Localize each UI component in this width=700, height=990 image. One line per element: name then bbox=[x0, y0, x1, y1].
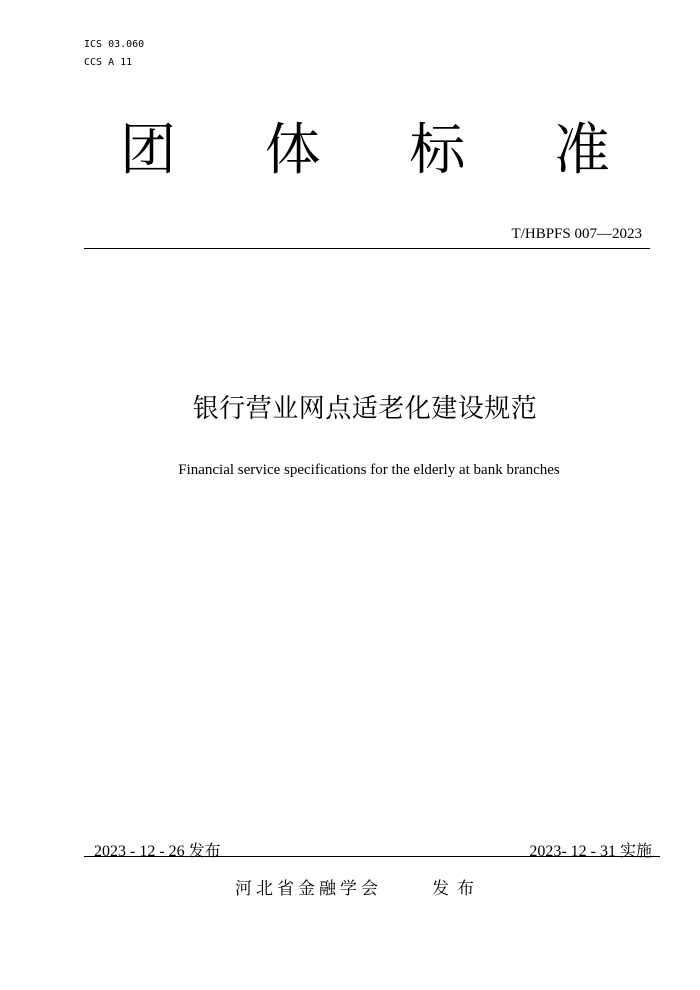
standard-number: T/HBPFS 007—2023 bbox=[511, 226, 642, 242]
chinese-title: 银行营业网点适老化建设规范 bbox=[192, 394, 538, 424]
english-title: Financial service specifications for the elderly at bank branches bbox=[178, 462, 560, 478]
classification-codes bbox=[84, 36, 144, 72]
document-type-heading bbox=[120, 118, 610, 184]
doc-type-char: 准 bbox=[553, 118, 610, 183]
ics-code: ICS 03.060 bbox=[84, 39, 145, 50]
footer-divider bbox=[84, 856, 660, 857]
issue-label: 发布 bbox=[432, 879, 482, 899]
header-divider bbox=[84, 248, 650, 249]
doc-type-char: 团 bbox=[120, 118, 176, 183]
publish-date: 2023 - 12 - 26 发布 bbox=[94, 843, 221, 860]
implementation-date: 2023- 12 - 31 实施 bbox=[529, 843, 652, 860]
doc-type-char: 标 bbox=[409, 118, 466, 183]
doc-type-char: 体 bbox=[264, 118, 321, 183]
ccs-code: CCS A 11 bbox=[84, 57, 133, 68]
issuing-organization: 河北省金融学会 bbox=[235, 879, 382, 899]
